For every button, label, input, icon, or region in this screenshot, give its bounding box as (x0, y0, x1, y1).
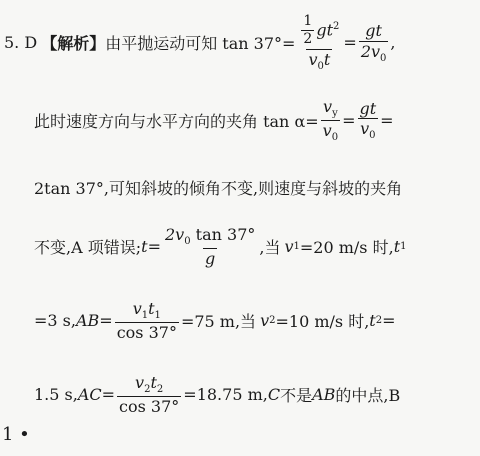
solution-line-5: =3 s, AB = $\frac{v_1t_1}{\cos 37^\circ}$ =75 m,当 v 2 =10 m/s 时, t 2 = (34, 299, 396, 343)
fraction-2v0tan37-over-g: $\frac{2v_0 \tan 37^\circ}{g}$ (164, 225, 256, 269)
solution-line-4: 不变,A 项错误; t = $\frac{2v_0 \tan 37^\circ}{g}$ ,当 v 1 =20 m/s 时, t 1 (34, 225, 407, 269)
line1-text: 由平抛运动可知 tan 37°= (105, 34, 296, 54)
fraction-v2t2-over-cos37: $\frac{v_2t_2}{\cos 37^\circ}$ (119, 373, 180, 417)
fraction-vy-over-v0: $\frac{v_y}{v_0}$ (322, 97, 339, 144)
solution-line-1: 5. D 【解析】 由平抛运动可知 tan 37°= $\frac{1}{2}$ $gt^2$ $v_0t$ = $\frac{gt}{2v_0}$ , (4, 13, 396, 72)
analysis-tag: 【解析】 (41, 34, 106, 54)
line3-text: 2tan 37°,可知斜坡的倾角不变,则速度与斜坡的夹角 (34, 179, 403, 198)
fraction-v1t1-over-cos37: $\frac{v_1t_1}{\cos 37^\circ}$ (116, 299, 177, 343)
solution-line-3 (34, 176, 402, 199)
solution-line-6: 1.5 s, AC = $\frac{v_2t_2}{\cos 37^\circ}$ =18.75 m, C 不是 AB 的中点,B (34, 373, 401, 417)
fraction-gt-over-2v0: $\frac{gt}{2v_0}$ (360, 21, 387, 64)
fraction-one-half: $\frac{1}{2}$ (303, 13, 313, 48)
fraction-half-gt2-over-v0t: $\frac{1}{2}$ $gt^2$ $v_0t$ (303, 13, 340, 72)
line4-text-a: 不变,A 项错误; (34, 238, 142, 258)
page-number-mark: 1 • (2, 424, 30, 445)
solution-line-2: 此时速度方向与水平方向的夹角 tan α= $\frac{v_y}{v_0}$ = $\frac{gt}{v_0}$ = (34, 97, 394, 144)
line2-text: 此时速度方向与水平方向的夹角 tan α= (34, 112, 319, 132)
fraction-gt-over-v0: $\frac{gt}{v_0}$ (359, 98, 377, 142)
question-number: 5. D (4, 33, 38, 53)
